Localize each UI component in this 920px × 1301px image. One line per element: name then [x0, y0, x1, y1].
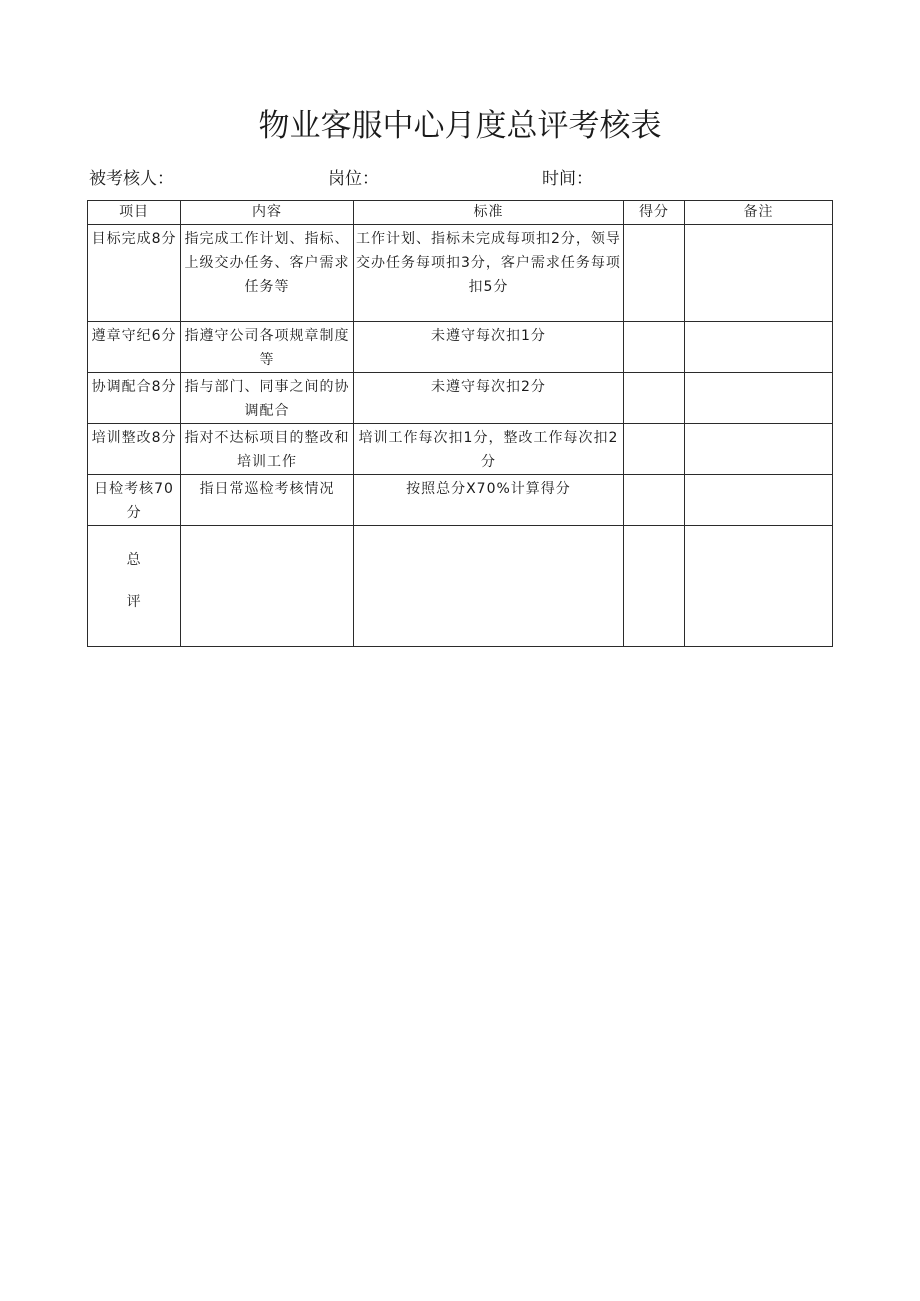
- row-standard: 工作计划、指标未完成每项扣2分，领导交办任务每项扣3分，客户需求任务每项扣5分: [353, 225, 623, 322]
- row-remark-cell[interactable]: [685, 225, 833, 322]
- evaluation-table: [87, 200, 833, 647]
- time-label: 时间：: [542, 169, 593, 189]
- header-standard: 标准: [353, 201, 623, 225]
- row-score-cell[interactable]: [623, 475, 684, 526]
- summary-row: [88, 526, 833, 647]
- row-score-cell[interactable]: [623, 373, 684, 424]
- header-item: 项目: [88, 201, 181, 225]
- row-standard: 培训工作每次扣1分，整改工作每次扣2分: [353, 424, 623, 475]
- row-remark-cell[interactable]: [685, 424, 833, 475]
- row-standard: 未遵守每次扣2分: [353, 373, 623, 424]
- summary-remark-cell[interactable]: [685, 526, 833, 647]
- header-score: 得分: [623, 201, 684, 225]
- table-row: [88, 475, 833, 526]
- row-item: 目标完成8分: [88, 225, 181, 322]
- table-header-row: [88, 201, 833, 225]
- table-row: [88, 225, 833, 322]
- table-row: [88, 424, 833, 475]
- row-score-cell[interactable]: [623, 424, 684, 475]
- header-content: 内容: [181, 201, 354, 225]
- row-standard: 按照总分X70%计算得分: [353, 475, 623, 526]
- row-score-cell[interactable]: [623, 322, 684, 373]
- row-remark-cell[interactable]: [685, 475, 833, 526]
- table-row: [88, 373, 833, 424]
- summary-label-cell: [88, 526, 181, 647]
- row-item: 日检考核70分: [88, 475, 181, 526]
- summary-content-cell[interactable]: [181, 526, 354, 647]
- row-content: 指与部门、同事之间的协调配合: [181, 373, 354, 424]
- page-title: 物业客服中心月度总评考核表: [258, 108, 662, 144]
- position-label: 岗位：: [328, 169, 379, 189]
- summary-label-bottom: 评: [126, 594, 142, 610]
- table-row: [88, 322, 833, 373]
- summary-standard-cell[interactable]: [353, 526, 623, 647]
- row-item: 培训整改8分: [88, 424, 181, 475]
- row-item: 遵章守纪6分: [88, 322, 181, 373]
- row-score-cell[interactable]: [623, 225, 684, 322]
- row-content: 指对不达标项目的整改和培训工作: [181, 424, 354, 475]
- row-content: 指遵守公司各项规章制度等: [181, 322, 354, 373]
- row-standard: 未遵守每次扣1分: [353, 322, 623, 373]
- summary-label-top: 总: [126, 552, 142, 568]
- examinee-label: 被考核人：: [89, 169, 174, 189]
- row-remark-cell[interactable]: [685, 373, 833, 424]
- summary-score-cell[interactable]: [623, 526, 684, 647]
- row-content: 指日常巡检考核情况: [181, 475, 354, 526]
- row-content: 指完成工作计划、指标、上级交办任务、客户需求任务等: [181, 225, 354, 322]
- row-remark-cell[interactable]: [685, 322, 833, 373]
- header-remark: 备注: [685, 201, 833, 225]
- row-item: 协调配合8分: [88, 373, 181, 424]
